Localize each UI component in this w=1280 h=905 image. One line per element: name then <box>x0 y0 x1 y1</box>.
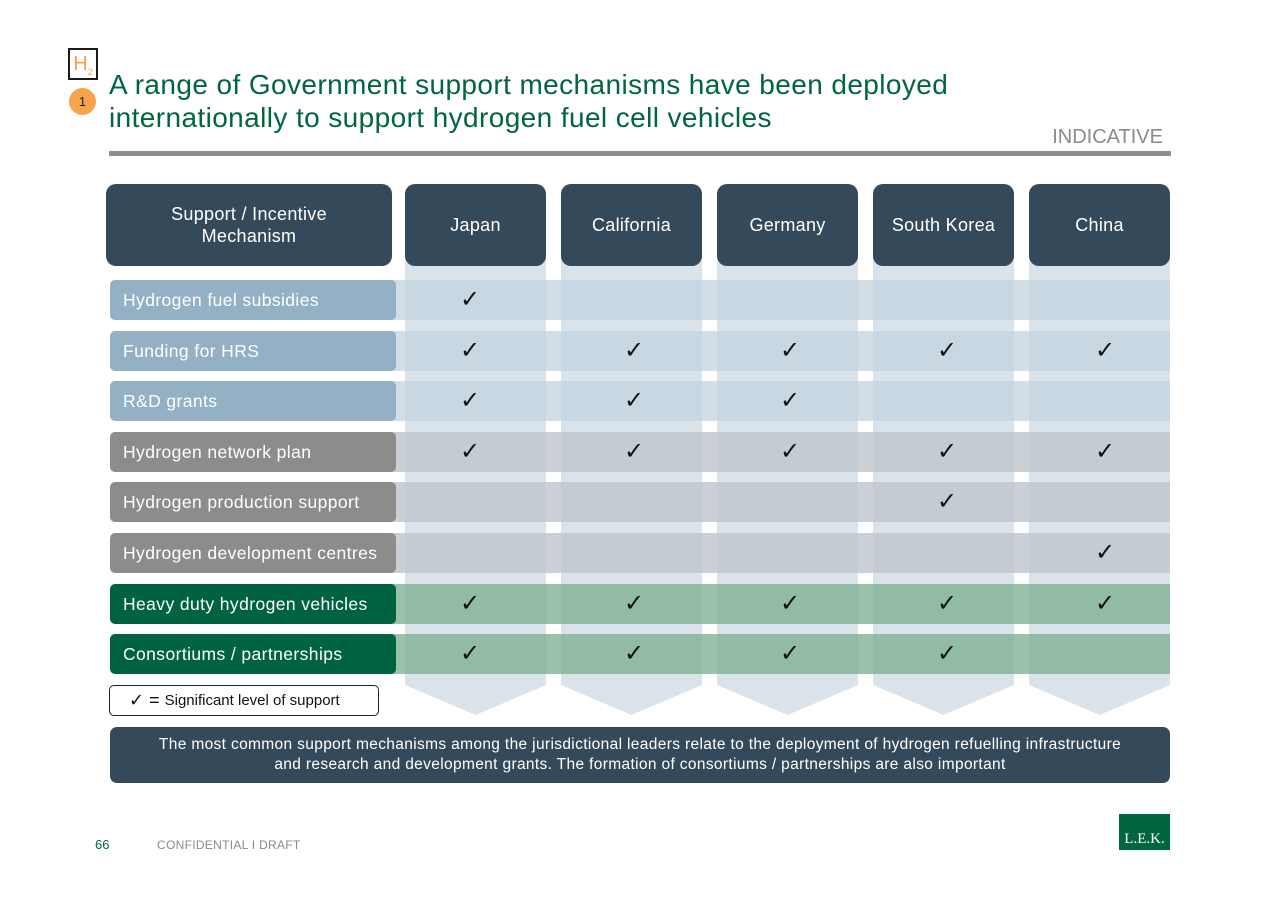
check-icon: ✓ <box>936 487 958 515</box>
check-icon: ✓ <box>779 336 801 364</box>
check-icon: ✓ <box>623 336 645 364</box>
check-icon: ✓ <box>1094 538 1116 566</box>
row-label: Hydrogen fuel subsidies <box>110 280 396 320</box>
check-icon: ✓ <box>779 386 801 414</box>
check-icon: ✓ <box>936 589 958 617</box>
page-number: 66 <box>95 837 110 852</box>
check-icon: ✓ <box>779 437 801 465</box>
h2-icon: $H_2$ <box>68 48 98 80</box>
check-icon: ✓ <box>459 639 481 667</box>
check-icon: ✓ <box>1094 437 1116 465</box>
lek-logo: L.E.K. <box>1119 814 1170 850</box>
check-icon: ✓ <box>623 386 645 414</box>
check-icon: ✓ <box>1094 589 1116 617</box>
check-icon: ✓ <box>779 589 801 617</box>
check-icon: ✓ <box>936 336 958 364</box>
check-icon: ✓ <box>936 639 958 667</box>
legend-equals: = <box>149 690 160 710</box>
check-icon: ✓ <box>1094 336 1116 364</box>
section-number-badge: 1 <box>69 88 96 115</box>
check-icon: ✓ <box>459 285 481 313</box>
header-germany: Germany <box>717 184 858 266</box>
row-band <box>392 482 1170 522</box>
row-band <box>392 533 1170 573</box>
header-south-korea: South Korea <box>873 184 1014 266</box>
check-icon: ✓ <box>623 639 645 667</box>
row-label: Hydrogen development centres <box>110 533 396 573</box>
row-label: Funding for HRS <box>110 331 396 371</box>
page-title: A range of Government support mechanisms have been deployed internationally to support hydrogen fuel cell vehicles <box>109 69 949 133</box>
row-label: Consortiums / partnerships <box>110 634 396 674</box>
check-icon: ✓ <box>779 639 801 667</box>
row-label: Heavy duty hydrogen vehicles <box>110 584 396 624</box>
header-california: California <box>561 184 702 266</box>
header-china: China <box>1029 184 1170 266</box>
legend-label: Significant level of support <box>164 692 340 709</box>
header-mechanism: Support / Incentive Mechanism <box>106 184 392 266</box>
check-icon: ✓ <box>459 336 481 364</box>
check-icon: ✓ <box>459 386 481 414</box>
summary-text: The most common support mechanisms among the jurisdictional leaders relate to the deployment of hydrogen refuelling infrastructure and research and development grants. The formation of consortiums / partnerships are also important <box>158 736 1122 773</box>
check-icon: ✓ <box>936 437 958 465</box>
title-divider <box>109 151 1171 156</box>
row-label: R&D grants <box>110 381 396 421</box>
header-japan: Japan <box>405 184 546 266</box>
row-label: Hydrogen production support <box>110 482 396 522</box>
row-label: Hydrogen network plan <box>110 432 396 472</box>
check-icon: ✓ <box>623 589 645 617</box>
check-icon: ✓ <box>129 690 145 711</box>
summary-box <box>110 727 1170 783</box>
check-icon: ✓ <box>459 589 481 617</box>
legend <box>109 685 379 716</box>
confidential-label: CONFIDENTIAL I DRAFT <box>157 838 301 852</box>
row-band <box>392 280 1170 320</box>
check-icon: ✓ <box>623 437 645 465</box>
check-icon: ✓ <box>459 437 481 465</box>
indicative-tag: INDICATIVE <box>1052 126 1163 148</box>
